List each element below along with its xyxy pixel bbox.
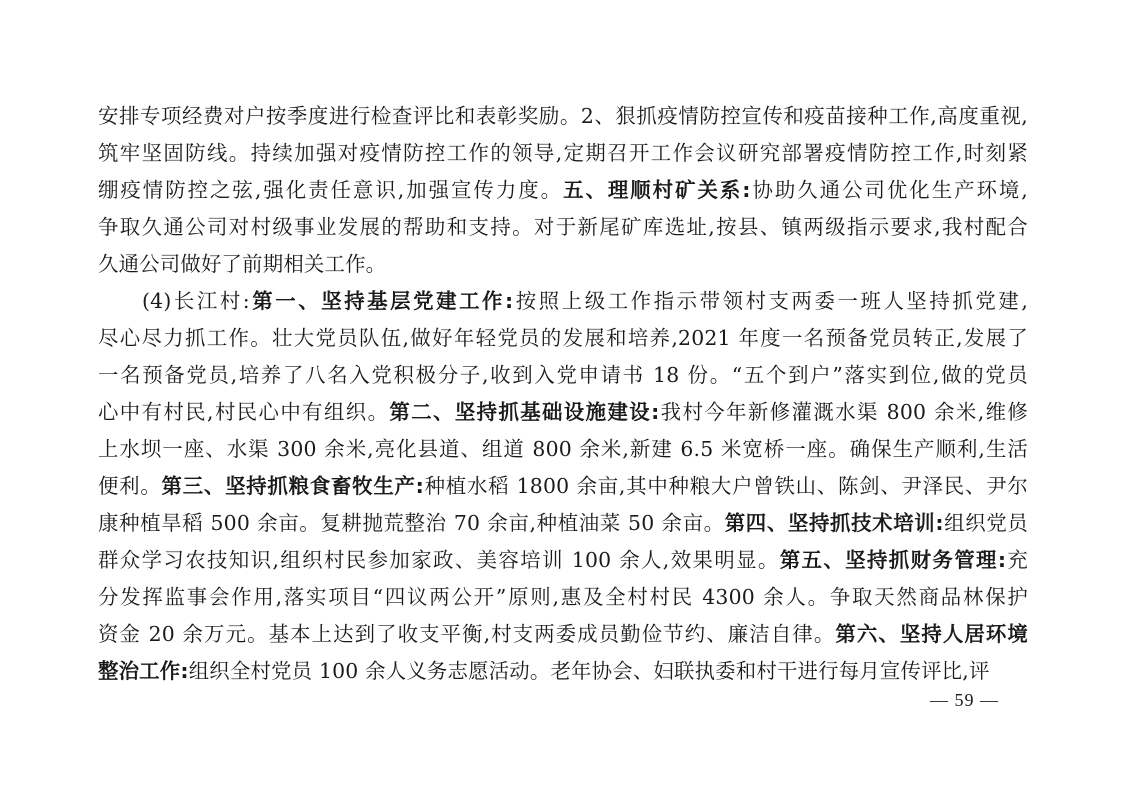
text-line	[98, 98, 1028, 135]
text-segment: 康种植旱稻 500 余亩。复耕抛荒整治 70 余亩,种植油菜 50 余亩。	[98, 511, 725, 535]
bold-heading-segment: 第五、坚持抓财务管理:	[779, 548, 1007, 572]
text-line	[98, 505, 1028, 542]
text-segment: 资金 20 余万元。基本上达到了收支平衡,村支两委成员勤俭节约、廉洁自律。	[98, 622, 836, 646]
text-segment: 按照上级工作指示带领村支两委一班人坚持抓党建,	[513, 289, 1028, 313]
text-segment: 一名预备党员,培养了八名入党积极分子,收到入党申请书 18 份。“五个到户”落实到位,做的党员	[98, 363, 1028, 387]
text-segment: 绷疫情防控之弦,强化责任意识,加强宣传力度。	[98, 178, 564, 202]
bold-heading-segment: 五、理顺村矿关系:	[563, 178, 751, 202]
text-segment: 便利。	[98, 474, 162, 498]
text-line	[98, 616, 1028, 653]
text-segment: 筑牢坚固防线。持续加强对疫情防控工作的领导,定期召开工作会议研究部署疫情防控工作,时刻紧	[98, 141, 1028, 165]
text-line	[98, 468, 1028, 505]
text-line	[98, 209, 1028, 246]
text-segment: 群众学习农技知识,组织村民参加家政、美容培训 100 余人,效果明显。	[98, 548, 780, 572]
text-segment: (4)长江村:	[142, 289, 250, 313]
text-line	[98, 283, 1028, 320]
text-line	[98, 579, 1028, 616]
text-line	[98, 172, 1028, 209]
bold-heading-segment: 第三、坚持抓粮食畜牧生产:	[161, 474, 425, 498]
paragraph-lines	[98, 98, 1028, 690]
text-segment: 心中有村民,村民心中有组织。	[98, 400, 390, 424]
bold-heading-segment: 第六、坚持人居环境	[835, 622, 1028, 646]
text-segment: 我村今年新修灌溉水渠 800 余米,维修	[659, 400, 1028, 424]
text-line	[98, 542, 1028, 579]
bold-heading-segment: 第四、坚持抓技术培训:	[724, 511, 944, 535]
bold-heading-segment: 第二、坚持抓基础设施建设:	[389, 400, 660, 424]
text-line	[98, 246, 1028, 283]
text-segment: 种植水稻 1800 余亩,其中种粮大户曾铁山、陈剑、尹泽民、尹尔	[424, 474, 1028, 498]
text-segment: 安排专项经费对户按季度进行检查评比和表彰奖励。2、狠抓疫情防控宣传和疫苗接种工作,高度重视,	[98, 104, 1028, 128]
text-line	[98, 394, 1028, 431]
bold-heading-segment: 第一、坚持基层党建工作:	[249, 289, 514, 313]
text-segment: 充	[1006, 548, 1028, 572]
text-segment: 分发挥监事会作用,落实项目“四议两公开”原则,惠及全村村民 4300 余人。争取天然商品林保护	[98, 585, 1028, 609]
bold-heading-segment: 整治工作:	[98, 659, 189, 683]
text-line	[98, 431, 1028, 468]
text-segment: 上水坝一座、水渠 300 余米,亮化县道、组道 800 余米,新建 6.5 米宽桥一座。确保生产顺利,生活	[98, 437, 1028, 461]
page-number: — 59 —	[930, 690, 999, 710]
text-line	[98, 357, 1028, 394]
text-segment: 尽心尽力抓工作。壮大党员队伍,做好年轻党员的发展和培养,2021 年度一名预备党员转正,发展了	[98, 326, 1028, 350]
text-line	[98, 320, 1028, 357]
text-line	[98, 135, 1028, 172]
text-segment: 久通公司做好了前期相关工作。	[98, 252, 387, 276]
text-segment: 组织全村党员 100 余人义务志愿活动。老年协会、妇联执委和村干进行每月宣传评比,评	[188, 659, 990, 683]
document-body	[98, 98, 1028, 690]
text-segment: 组织党员	[943, 511, 1028, 535]
text-segment: 争取久通公司对村级事业发展的帮助和支持。对于新尾矿库选址,按县、镇两级指示要求,我村配合	[98, 215, 1028, 239]
text-segment: 协助久通公司优化生产环境,	[750, 178, 1028, 202]
text-line	[98, 653, 1028, 690]
